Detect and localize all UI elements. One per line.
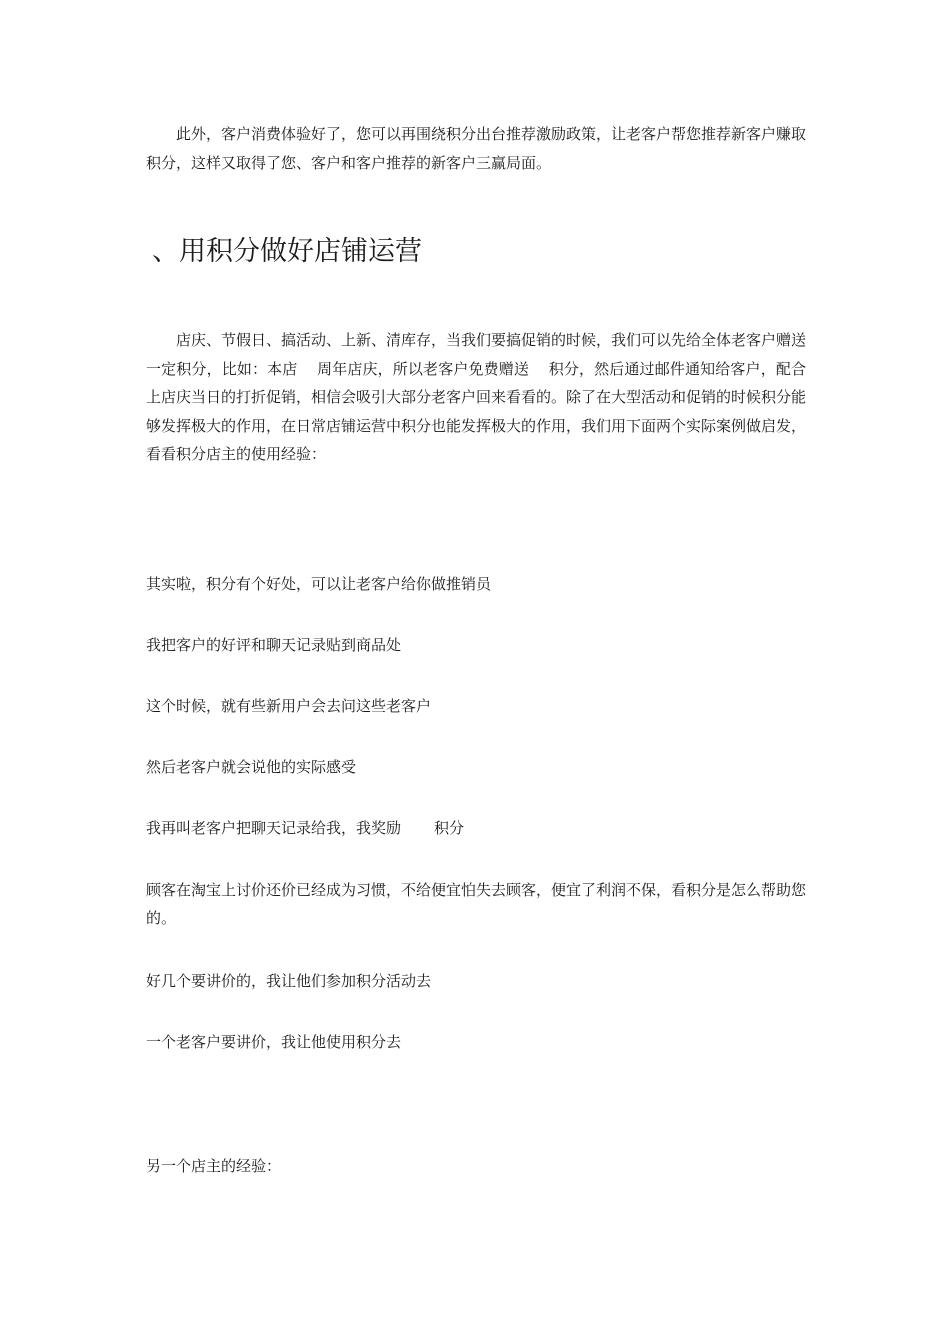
- paragraph-part-3: 积分，然后通过邮件通知给客户，配合上店庆当日的打折促销，相信会吸引大部分老客户回来看看的。除了在大型活动和促销的时候积分能够发挥极大的作用，在日常店铺运营中积分也能发挥极大的作用，我们用下面两个实际案例做启发，看看积分店主的使用经验：: [146, 359, 807, 463]
- quote-line-7: 好几个要讲价的，我让他们参加积分活动去: [146, 972, 432, 990]
- paragraph-part-2: 周年店庆，所以老客户免费赠送: [316, 359, 530, 378]
- quote-line-8: 一个老客户要讲价，我让他使用积分去: [146, 1033, 402, 1051]
- section-heading: 、用积分做好店铺运营: [152, 236, 422, 267]
- quote-line-9: 另一个店主的经验：: [146, 1157, 282, 1175]
- quote-line-6: 顾客在淘宝上讨价还价已经成为习惯，不给便宜怕失去顾客，便宜了利润不保，看积分是怎么帮助您的。: [146, 881, 807, 927]
- quote-line-5-part-2: 积分: [434, 819, 465, 837]
- paragraph-part-1: 店庆、节假日、搞活动、上新、清库存，当我们要搞促销的时候，我们可以先给全体老客户赠送一定积分，比如：本店: [146, 331, 807, 378]
- quote-line-2: 我把客户的好评和聊天记录贴到商品处: [146, 636, 402, 654]
- quote-line-3: 这个时候，就有些新用户会去问这些老客户: [146, 697, 432, 715]
- store-operation-paragraph: [146, 326, 806, 469]
- quote-line-5: [146, 814, 816, 842]
- intro-paragraph: 此外，客户消费体验好了，您可以再围绕积分出台推荐激励政策，让老客户帮您推荐新客户赚取积分，这样又取得了您、客户和客户推荐的新客户三赢局面。: [146, 125, 807, 172]
- quote-line-4: 然后老客户就会说他的实际感受: [146, 758, 357, 776]
- quote-line-5-part-1: 我再叫老客户把聊天记录给我，我奖励: [146, 819, 402, 837]
- quote-line-1: 其实啦，积分有个好处，可以让老客户给你做推销员: [146, 575, 492, 593]
